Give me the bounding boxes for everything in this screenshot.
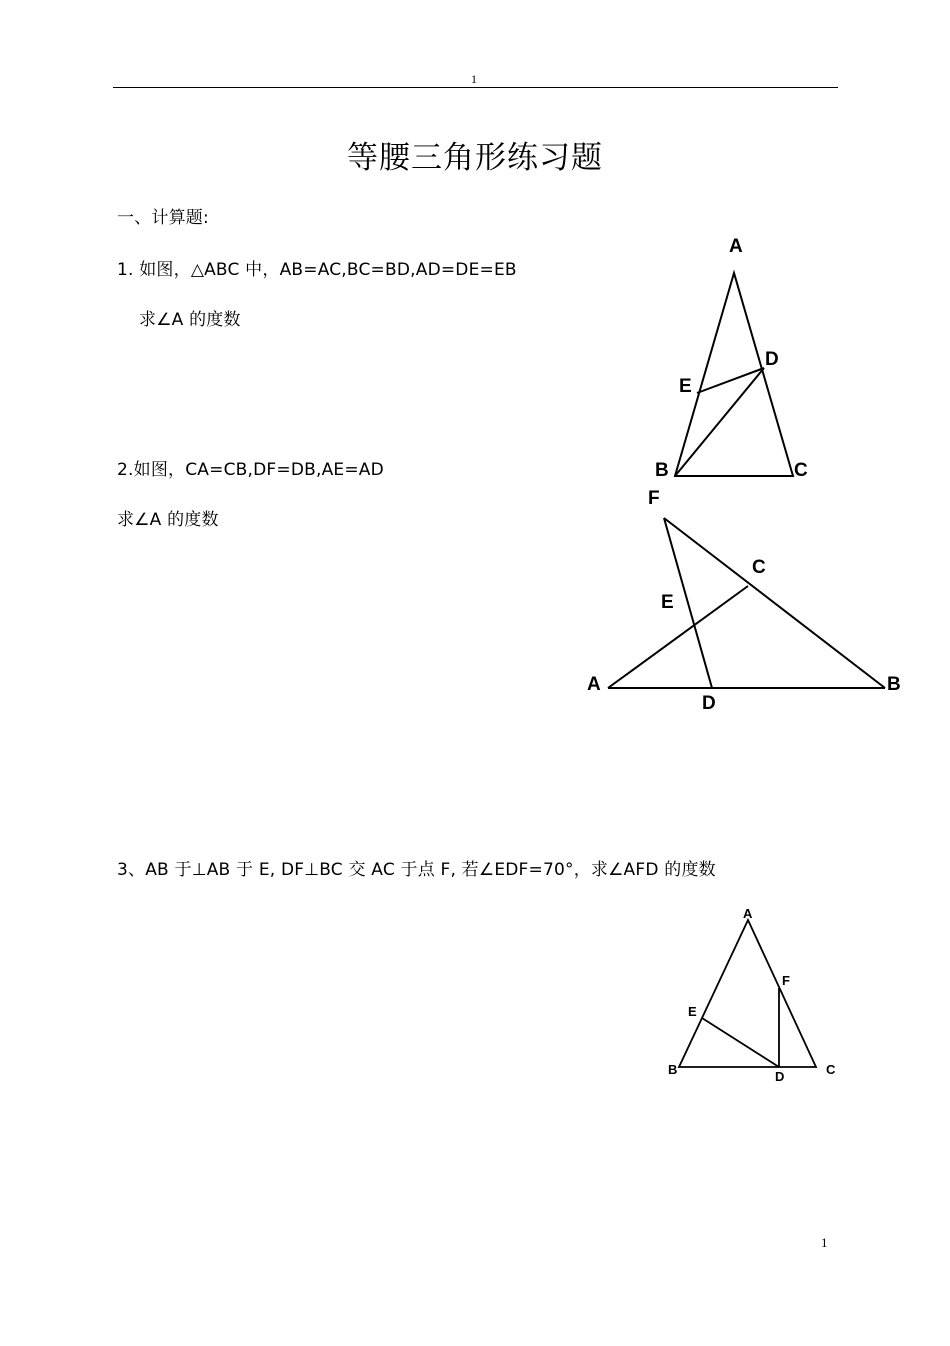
fig3-label-f: F — [782, 973, 790, 988]
figure-1 — [675, 273, 793, 476]
fig2-label-c: C — [752, 557, 766, 578]
fig1-label-b: B — [655, 460, 669, 481]
fig3-label-c: C — [826, 1062, 836, 1077]
fig2-label-a: A — [587, 674, 601, 695]
question-2-ask: 求∠A 的度数 — [117, 510, 219, 530]
fig3-label-a: A — [743, 906, 753, 921]
header-page-number: 1 — [471, 72, 477, 86]
fig1-label-d: D — [765, 349, 779, 370]
fig2-label-d: D — [702, 693, 716, 714]
question-2-text: 2.如图，CA=CB,DF=DB,AE=AD — [117, 460, 384, 480]
fig1-label-a: A — [729, 236, 743, 257]
fig3-triangle-abc — [679, 920, 816, 1067]
fig1-label-e: E — [679, 376, 692, 397]
fig2-label-e: E — [661, 592, 674, 613]
question-1-text: 1. 如图，△ABC 中，AB=AC,BC=BD,AD=DE=EB — [117, 260, 517, 280]
fig2-segment-ac — [608, 586, 748, 688]
figure-3 — [679, 920, 816, 1067]
fig3-segment-ed — [702, 1018, 779, 1067]
fig2-label-b: B — [887, 674, 901, 695]
fig2-segment-fb — [664, 518, 885, 688]
fig3-label-b: B — [668, 1062, 678, 1077]
section-heading: 一、计算题: — [117, 208, 209, 228]
figure-2 — [608, 518, 885, 688]
question-1-ask: 求∠A 的度数 — [139, 310, 241, 330]
fig1-label-c: C — [794, 460, 808, 481]
fig1-triangle-abc — [675, 273, 793, 476]
question-3-text: 3、AB 于⊥AB 于 E, DF⊥BC 交 AC 于点 F, 若∠EDF=70°，求∠AFD 的度数 — [117, 860, 716, 880]
page-title: 等腰三角形练习题 — [347, 140, 603, 176]
fig2-label-f: F — [648, 488, 660, 509]
footer-page-number: 1 — [821, 1235, 828, 1250]
fig3-label-e: E — [688, 1004, 697, 1019]
fig3-label-d: D — [775, 1069, 785, 1084]
